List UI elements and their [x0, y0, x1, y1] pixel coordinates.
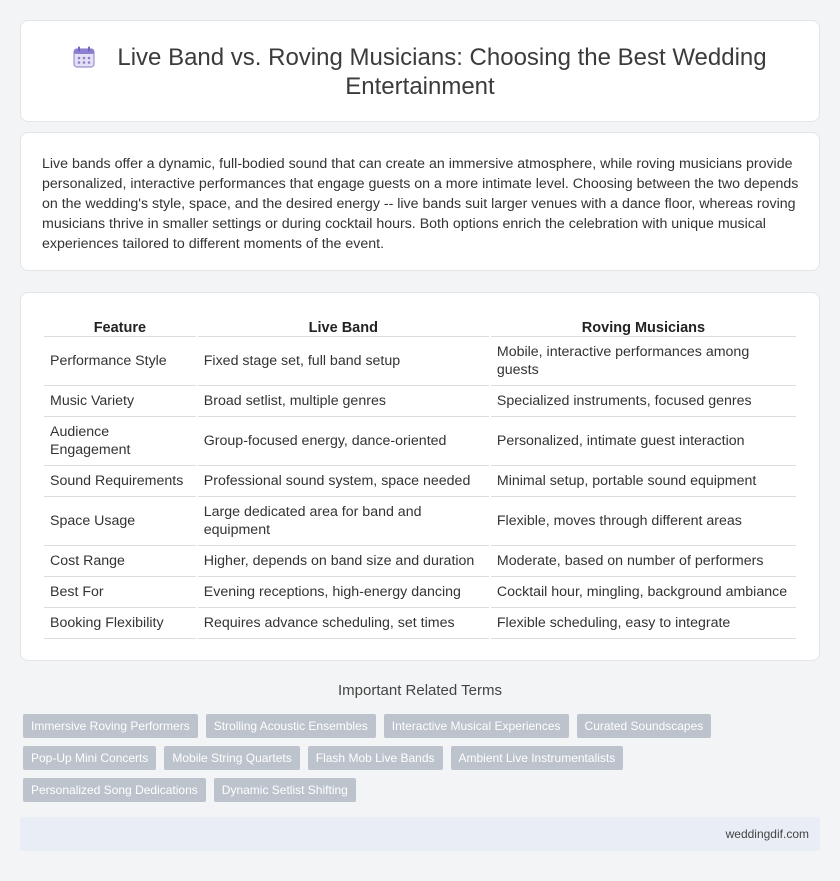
related-term-tag[interactable]: Ambient Live Instrumentalists [451, 746, 624, 770]
roving-cell: Flexible scheduling, easy to integrate [491, 608, 796, 639]
related-terms-list [23, 714, 813, 802]
intro-card [20, 132, 820, 271]
related-term-tag[interactable]: Flash Mob Live Bands [308, 746, 443, 770]
related-term-tag[interactable]: Strolling Acoustic Ensembles [206, 714, 376, 738]
roving-cell: Specialized instruments, focused genres [491, 386, 796, 417]
table-row [44, 497, 796, 546]
header-feature: Feature [44, 315, 196, 337]
related-term-tag[interactable]: Immersive Roving Performers [23, 714, 198, 738]
feature-cell: Space Usage [44, 497, 196, 546]
live-band-cell: Requires advance scheduling, set times [198, 608, 489, 639]
feature-cell: Music Variety [44, 386, 196, 417]
live-band-cell: Fixed stage set, full band setup [198, 337, 489, 386]
footer-site-link[interactable]: weddingdif.com [725, 827, 809, 841]
live-band-cell: Group-focused energy, dance-oriented [198, 417, 489, 466]
table-row [44, 386, 796, 417]
related-term-tag[interactable]: Pop-Up Mini Concerts [23, 746, 156, 770]
feature-cell: Booking Flexibility [44, 608, 196, 639]
header-roving-musicians: Roving Musicians [491, 315, 796, 337]
related-term-tag[interactable]: Dynamic Setlist Shifting [214, 778, 356, 802]
feature-cell: Audience Engagement [44, 417, 196, 466]
comparison-table [42, 315, 798, 639]
related-term-tag[interactable]: Interactive Musical Experiences [384, 714, 569, 738]
calendar-icon [73, 46, 95, 68]
table-row [44, 546, 796, 577]
roving-cell: Mobile, interactive performances among guests [491, 337, 796, 386]
live-band-cell: Professional sound system, space needed [198, 466, 489, 497]
roving-cell: Minimal setup, portable sound equipment [491, 466, 796, 497]
header-live-band: Live Band [198, 315, 489, 337]
intro-paragraph: Live bands offer a dynamic, full-bodied sound that can create an immersive atmosphere, while roving musicians provide personalized, interactive performances that engage guests on a more intimate level. Choosing between the two depends on the wedding's style, space, and the desired energy -- live bands suit larger venues with a dance floor, whereas roving musicians thrive in smaller settings or during cocktail hours. Both options enrich the celebration with unique musical experiences tailored to different moments of the event. [42, 156, 799, 252]
feature-cell: Performance Style [44, 337, 196, 386]
live-band-cell: Higher, depends on band size and duration [198, 546, 489, 577]
comparison-card [20, 292, 820, 661]
page-title-wrap [21, 43, 819, 101]
related-term-tag[interactable]: Mobile String Quartets [164, 746, 299, 770]
page-title: Live Band vs. Roving Musicians: Choosing the Best Wedding Entertainment [117, 44, 767, 100]
table-row [44, 466, 796, 497]
related-terms-heading: Important Related Terms [338, 682, 502, 699]
header-card [20, 20, 820, 122]
roving-cell: Personalized, intimate guest interaction [491, 417, 796, 466]
table-row [44, 608, 796, 639]
live-band-cell: Broad setlist, multiple genres [198, 386, 489, 417]
feature-cell: Best For [44, 577, 196, 608]
roving-cell: Flexible, moves through different areas [491, 497, 796, 546]
feature-cell: Cost Range [44, 546, 196, 577]
footer-bar [20, 817, 820, 851]
table-row [44, 337, 796, 386]
related-term-tag[interactable]: Personalized Song Dedications [23, 778, 206, 802]
live-band-cell: Large dedicated area for band and equipment [198, 497, 489, 546]
table-header-row [44, 315, 796, 337]
related-term-tag[interactable]: Curated Soundscapes [577, 714, 712, 738]
table-row [44, 577, 796, 608]
roving-cell: Moderate, based on number of performers [491, 546, 796, 577]
table-row [44, 417, 796, 466]
live-band-cell: Evening receptions, high-energy dancing [198, 577, 489, 608]
feature-cell: Sound Requirements [44, 466, 196, 497]
roving-cell: Cocktail hour, mingling, background ambiance [491, 577, 796, 608]
